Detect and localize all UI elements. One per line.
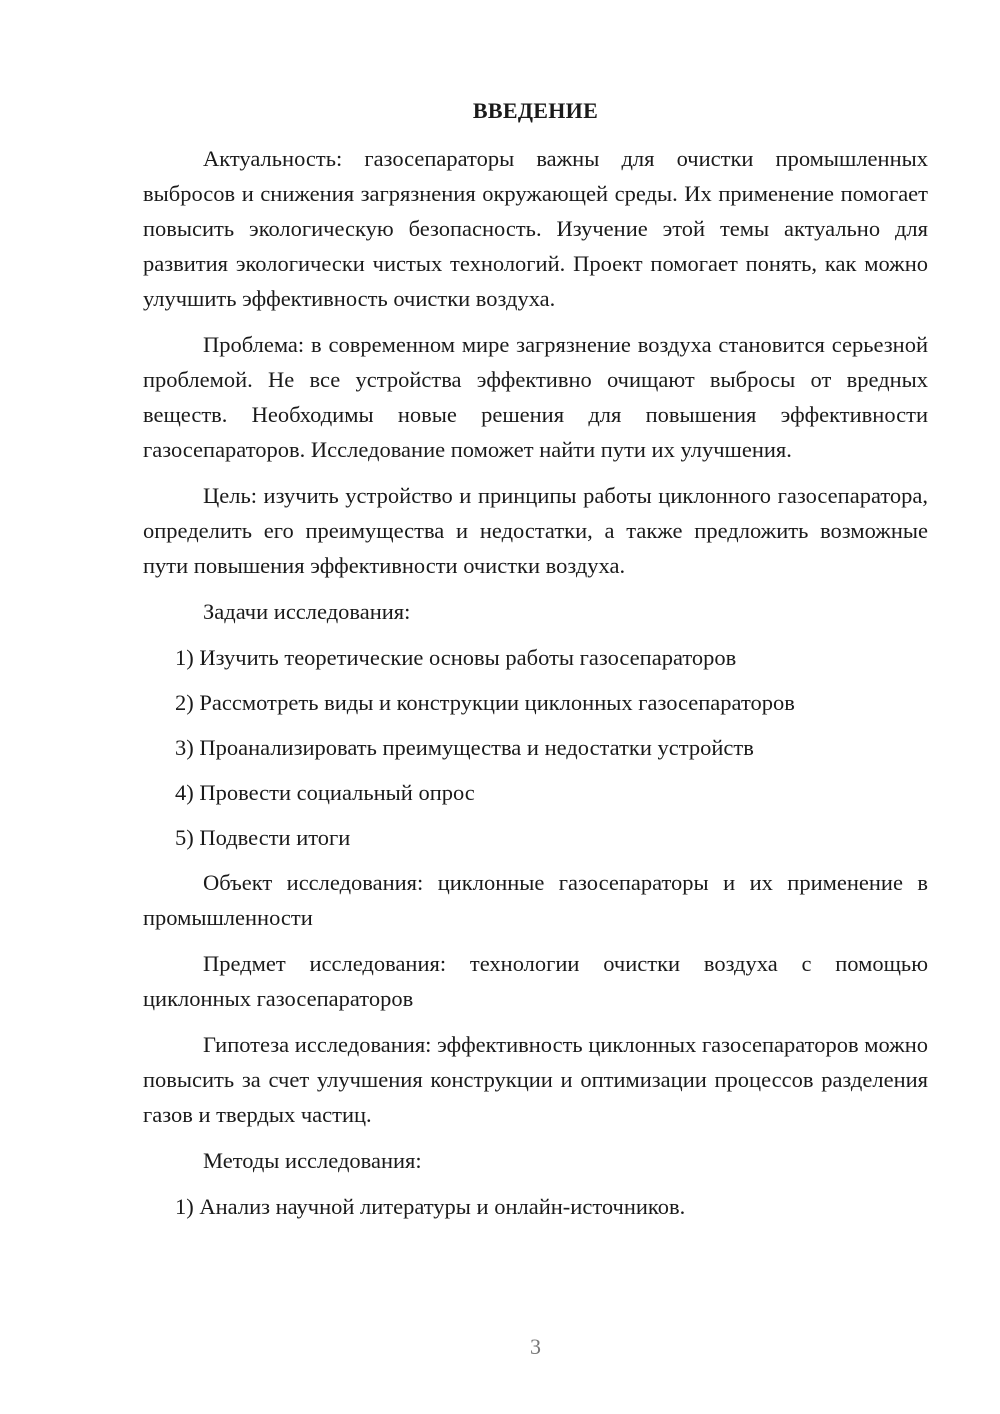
paragraph-hypothesis: Гипотеза исследования: эффективность циклонных газосепараторов можно повысить за счет улучшения конструкции и оптимизации процессов разделения газов и твердых частиц.: [143, 1032, 928, 1127]
list-item-method-1: 1) Анализ научной литературы и онлайн-источников.: [175, 1194, 686, 1219]
paragraph-problem: Проблема: в современном мире загрязнение воздуха становится серьезной проблемой. Не все устройства эффективно очищают выбросы от вредных веществ. Необходимы новые решения для повышения эффективности газосепараторов. Исследование поможет найти пути их улучшения.: [143, 332, 928, 462]
list-item-task-4: 4) Провести социальный опрос: [175, 780, 475, 805]
list-item-task-1: 1) Изучить теоретические основы работы газосепараторов: [175, 645, 737, 670]
paragraph-goal: Цель: изучить устройство и принципы работы циклонного газосепаратора, определить его преимущества и недостатки, а также предложить возможные пути повышения эффективности очистки воздуха.: [143, 483, 928, 578]
document-page: [143, 0, 928, 1414]
paragraph-subject: Предмет исследования: технологии очистки воздуха с помощью циклонных газосепараторов: [143, 951, 928, 1011]
paragraph-object: Объект исследования: циклонные газосепараторы и их применение в промышленности: [143, 870, 928, 930]
page-content: [143, 141, 928, 1234]
list-item-task-3: 3) Проанализировать преимущества и недостатки устройств: [175, 735, 754, 760]
list-item-task-5: 5) Подвести итоги: [175, 825, 351, 850]
methods-title: Методы исследования:: [203, 1148, 422, 1173]
page-number: 3: [530, 1334, 541, 1359]
page-title: ВВЕДЕНИЕ: [472, 98, 599, 123]
paragraph-relevance: Актуальность: газосепараторы важны для очистки промышленных выбросов и снижения загрязнения окружающей среды. Их применение помогает повысить экологическую безопасность. Изучение этой темы актуально для развития экологически чистых технологий. Проект помогает понять, как можно улучшить эффективность очистки воздуха.: [143, 146, 928, 311]
tasks-title: Задачи исследования:: [203, 599, 411, 624]
list-item-task-2: 2) Рассмотреть виды и конструкции циклонных газосепараторов: [175, 690, 795, 715]
